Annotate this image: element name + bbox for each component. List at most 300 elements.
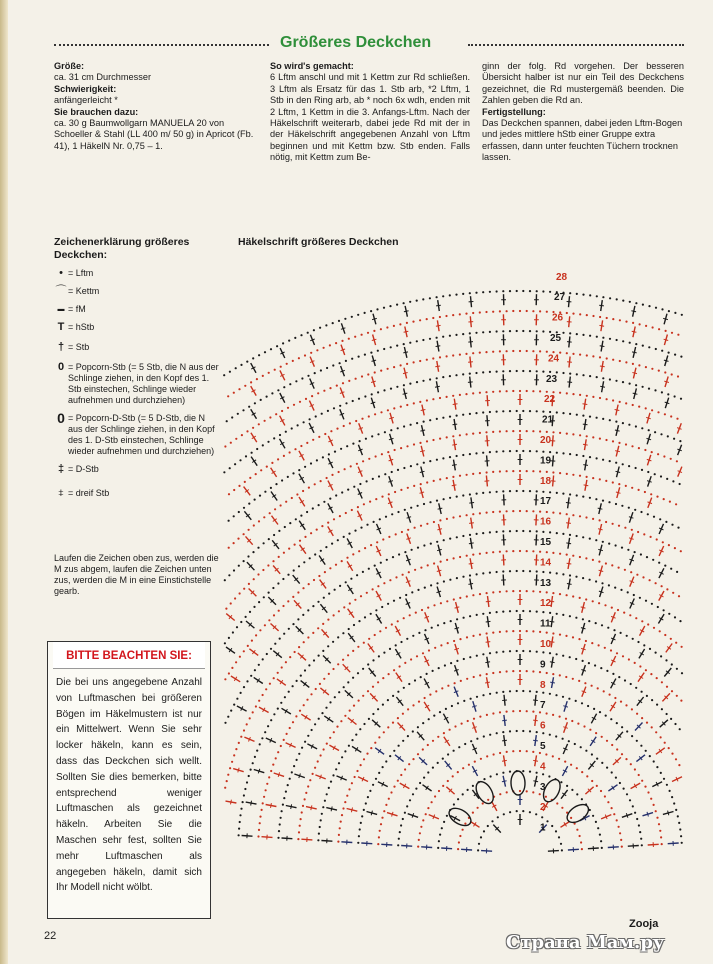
- chain-dot: [499, 310, 501, 312]
- chain-dot: [266, 466, 268, 468]
- chain-dot: [644, 491, 646, 493]
- chain-dot: [354, 776, 356, 778]
- chain-dot: [634, 812, 636, 814]
- chain-dot: [472, 785, 474, 787]
- chain-dot: [659, 830, 661, 832]
- chain-dot: [589, 335, 591, 337]
- chain-dot: [387, 699, 389, 701]
- chain-dot: [409, 799, 411, 801]
- chain-dot: [337, 663, 339, 665]
- chain-dot: [614, 697, 616, 699]
- chain-dot: [549, 291, 551, 293]
- stitch-crossbar: [567, 342, 572, 343]
- chain-dot: [390, 346, 392, 348]
- chain-dot: [297, 838, 299, 840]
- chain-dot: [358, 620, 360, 622]
- chain-dot: [572, 514, 574, 516]
- chain-dot: [516, 330, 518, 332]
- chain-dot: [247, 645, 249, 647]
- chain-dot: [235, 748, 237, 750]
- chain-dot: [599, 834, 601, 836]
- chain-dot: [539, 671, 541, 673]
- chain-dot: [522, 490, 524, 492]
- chain-dot: [389, 305, 391, 307]
- chain-dot: [612, 318, 614, 320]
- chain-dot: [506, 390, 508, 392]
- chain-dot: [492, 511, 494, 513]
- chain-dot: [522, 650, 524, 652]
- chain-dot: [301, 747, 303, 749]
- chain-dot: [612, 440, 614, 442]
- instructions-column: [270, 61, 470, 164]
- chain-dot: [655, 348, 657, 350]
- legend-item: • = Lftm: [54, 268, 222, 279]
- chain-dot: [285, 501, 287, 503]
- chain-dot: [373, 521, 375, 523]
- chain-dot: [475, 452, 477, 454]
- chain-dot: [628, 507, 630, 509]
- chain-dot: [268, 619, 270, 621]
- chain-dot: [489, 652, 491, 654]
- chain-dot: [499, 793, 501, 795]
- chain-dot: [466, 636, 468, 638]
- chain-dot: [529, 771, 531, 773]
- chain-dot: [344, 715, 346, 717]
- chain-dot: [300, 334, 302, 336]
- chain-dot: [306, 699, 308, 701]
- chain-dot: [536, 330, 538, 332]
- round-number-label: 8: [540, 679, 546, 691]
- chain-dot: [587, 705, 589, 707]
- chain-dot: [400, 406, 402, 408]
- chain-dot: [556, 452, 558, 454]
- chain-dot: [522, 730, 524, 732]
- chain-dot: [258, 829, 260, 831]
- chain-dot: [595, 539, 597, 541]
- chain-dot: [539, 711, 541, 713]
- chain-dot: [427, 564, 429, 566]
- chain-dot: [293, 569, 295, 571]
- chain-dot: [588, 620, 590, 622]
- chain-dot: [273, 534, 275, 536]
- chain-dot: [600, 840, 602, 842]
- chain-dot: [536, 651, 538, 653]
- stitch-crossbar: [469, 543, 474, 544]
- chain-dot: [302, 587, 304, 589]
- chain-dot: [296, 680, 298, 682]
- chain-dot: [479, 472, 481, 474]
- chain-dot: [616, 819, 618, 821]
- chain-dot: [625, 704, 627, 706]
- chain-dot: [469, 656, 471, 658]
- chain-dot: [516, 650, 518, 652]
- chain-dot: [345, 512, 347, 514]
- chain-dot: [526, 790, 528, 792]
- chain-dot: [260, 469, 262, 471]
- chain-dot: [602, 500, 604, 502]
- chain-dot: [482, 331, 484, 333]
- chain-dot: [619, 360, 621, 362]
- chain-dot: [681, 646, 683, 648]
- chain-dot: [601, 582, 603, 584]
- chain-dot: [636, 818, 638, 820]
- chain-dot: [512, 350, 514, 352]
- chain-dot: [469, 615, 471, 617]
- chain-dot: [313, 659, 315, 661]
- chain-dot: [470, 740, 472, 742]
- chain-dot: [354, 336, 356, 338]
- chain-dot: [680, 398, 682, 400]
- chain-dot: [434, 647, 436, 649]
- chain-dot: [318, 718, 320, 720]
- chain-dot: [610, 718, 612, 720]
- chain-dot: [651, 726, 653, 728]
- chain-dot: [506, 630, 508, 632]
- chain-dot: [596, 336, 598, 338]
- chain-dot: [407, 529, 409, 531]
- chain-dot: [307, 375, 309, 377]
- chain-dot: [467, 720, 469, 722]
- stitch-crossbar: [389, 459, 394, 461]
- chain-dot: [477, 807, 479, 809]
- chain-dot: [262, 802, 264, 804]
- chain-dot: [304, 741, 306, 743]
- chain-dot: [586, 354, 588, 356]
- chain-dot: [469, 453, 471, 455]
- chain-dot: [268, 538, 270, 540]
- stitch-crossbar: [581, 648, 586, 649]
- chain-dot: [262, 569, 264, 571]
- chain-dot: [486, 673, 488, 675]
- chain-dot: [542, 411, 544, 413]
- chain-dot: [233, 542, 235, 544]
- legend-item: † = Stb: [54, 342, 222, 353]
- legend-item: ‡ = D-Stb: [54, 464, 222, 475]
- chain-dot: [640, 838, 642, 840]
- chain-dot: [629, 614, 631, 616]
- chain-dot: [327, 410, 329, 412]
- chain-dot: [317, 760, 319, 762]
- chain-dot: [616, 748, 618, 750]
- chain-dot: [353, 705, 355, 707]
- chain-dot: [392, 722, 394, 724]
- chain-dot: [536, 370, 538, 372]
- chain-dot: [270, 770, 272, 772]
- chain-dot: [555, 694, 557, 696]
- chain-dot: [361, 334, 363, 336]
- chain-dot: [596, 417, 598, 419]
- chain-dot: [420, 676, 422, 678]
- chain-dot: [638, 489, 640, 491]
- chain-dot: [357, 842, 359, 844]
- chain-dot: [482, 371, 484, 373]
- chain-dot: [661, 350, 663, 352]
- chain-dot: [615, 544, 617, 546]
- chain-dot: [427, 771, 429, 773]
- chain-dot: [370, 310, 372, 312]
- chain-dot: [417, 726, 419, 728]
- stitch-crossbar: [566, 503, 571, 504]
- chain-dot: [452, 314, 454, 316]
- chain-dot: [226, 780, 228, 782]
- chain-dot: [578, 638, 580, 640]
- chain-dot: [644, 449, 646, 451]
- chain-dot: [386, 559, 388, 561]
- chain-dot: [532, 711, 534, 713]
- chain-dot: [341, 340, 343, 342]
- chain-dot: [395, 533, 397, 535]
- stitch-crossbar: [437, 570, 442, 571]
- chain-dot: [414, 569, 416, 571]
- chain-dot: [542, 531, 544, 533]
- chain-dot: [396, 345, 398, 347]
- chain-dot: [619, 401, 621, 403]
- chain-dot: [368, 458, 370, 460]
- chain-stitch-icon: •: [59, 267, 63, 279]
- chain-dot: [273, 614, 275, 616]
- chain-dot: [672, 592, 674, 594]
- chain-dot: [539, 511, 541, 513]
- chain-dot: [556, 802, 558, 804]
- chain-dot: [320, 480, 322, 482]
- chain-dot: [419, 782, 421, 784]
- chain-dot: [332, 364, 334, 366]
- chain-dot: [352, 443, 354, 445]
- chain-dot: [630, 571, 632, 573]
- round-number-label: 2: [540, 802, 546, 814]
- chain-dot: [358, 700, 360, 702]
- slip-stitch-icon: ⌒: [55, 285, 67, 297]
- chain-dot: [542, 290, 544, 292]
- chain-dot: [338, 471, 340, 473]
- chain-dot: [469, 373, 471, 375]
- chain-dot: [472, 312, 474, 314]
- chain-dot: [648, 346, 650, 348]
- chain-dot: [545, 753, 547, 755]
- chain-dot: [446, 559, 448, 561]
- chain-dot: [536, 450, 538, 452]
- chain-dot: [453, 598, 455, 600]
- chain-dot: [267, 441, 269, 443]
- stitch-crossbar: [631, 311, 636, 312]
- round-number-label: 14: [540, 557, 552, 569]
- chain-dot: [512, 590, 514, 592]
- chain-dot: [476, 493, 478, 495]
- chain-dot: [375, 778, 377, 780]
- legend-note: Laufen die Zeichen oben zus, werden die M zus abgem, laufen die Zeichen unten zus, werden die M in eine Einstichstelle gearb.: [54, 553, 219, 596]
- chain-dot: [492, 632, 494, 634]
- legend-item: T = hStb: [54, 322, 222, 333]
- chain-dot: [549, 693, 551, 695]
- chain-dot: [635, 467, 637, 469]
- chain-dot: [239, 592, 241, 594]
- chain-dot: [677, 527, 679, 529]
- stitch-crossbar: [668, 811, 669, 816]
- chain-dot: [308, 664, 310, 666]
- chain-dot: [526, 550, 528, 552]
- chain-dot: [579, 597, 581, 599]
- symbol-legend: [54, 268, 222, 506]
- chain-dot: [459, 638, 461, 640]
- chain-dot: [279, 823, 281, 825]
- chain-dot: [665, 659, 667, 661]
- chain-dot: [456, 496, 458, 498]
- stitch-crossbar: [583, 465, 588, 466]
- chain-dot: [609, 460, 611, 462]
- chain-dot: [449, 416, 451, 418]
- chain-dot: [630, 763, 632, 765]
- chain-dot: [629, 301, 631, 303]
- chain-dot: [492, 551, 494, 553]
- chain-dot: [433, 604, 435, 606]
- chain-dot: [579, 313, 581, 315]
- chain-dot: [462, 494, 464, 496]
- single-crochet-icon: ▬: [57, 306, 65, 313]
- chain-dot: [576, 454, 578, 456]
- chain-dot: [309, 418, 311, 420]
- chain-dot: [651, 699, 653, 701]
- chain-dot: [594, 664, 596, 666]
- chain-dot: [249, 477, 251, 479]
- chain-dot: [391, 471, 393, 473]
- chain-dot: [655, 307, 657, 309]
- chain-dot: [629, 799, 631, 801]
- chain-dot: [226, 420, 228, 422]
- chain-dot: [354, 599, 356, 601]
- chain-dot: [397, 844, 399, 846]
- chain-dot: [366, 524, 368, 526]
- chain-dot: [472, 812, 474, 814]
- chain-dot: [616, 298, 618, 300]
- chain-dot: [436, 337, 438, 339]
- chain-dot: [661, 391, 663, 393]
- chain-dot: [489, 411, 491, 413]
- chain-dot: [374, 742, 376, 744]
- chain-dot: [657, 606, 659, 608]
- stitch-crossbar: [403, 373, 408, 374]
- chain-dot: [664, 634, 666, 636]
- chain-dot: [259, 495, 261, 497]
- chain-dot: [412, 758, 414, 760]
- chain-dot: [312, 605, 314, 607]
- chain-dot: [292, 623, 294, 625]
- chain-dot: [608, 501, 610, 503]
- chain-dot: [502, 691, 504, 693]
- chain-dot: [261, 809, 263, 811]
- chain-dot: [450, 620, 452, 622]
- chain-dot: [383, 389, 385, 391]
- chain-dot: [362, 460, 364, 462]
- chain-dot: [404, 551, 406, 553]
- chain-dot: [344, 801, 346, 803]
- chain-dot: [287, 784, 289, 786]
- chain-dot: [626, 793, 628, 795]
- chain-dot: [585, 516, 587, 518]
- chain-dot: [333, 731, 335, 733]
- chain-dot: [361, 375, 363, 377]
- chain-dot: [295, 715, 297, 717]
- chain-dot: [635, 384, 637, 386]
- round-number-label: 23: [546, 373, 558, 385]
- chain-dot: [593, 708, 595, 710]
- chain-dot: [627, 591, 629, 593]
- chain-dot: [278, 556, 280, 558]
- chain-dot: [506, 791, 508, 793]
- chain-dot: [591, 642, 593, 644]
- chain-dot: [529, 290, 531, 292]
- chain-dot: [664, 565, 666, 567]
- chain-dot: [647, 623, 649, 625]
- chain-dot: [681, 842, 683, 844]
- chain-dot: [266, 396, 268, 398]
- chain-dot: [621, 753, 623, 755]
- chain-dot: [380, 328, 382, 330]
- chain-dot: [585, 598, 587, 600]
- chain-dot: [549, 734, 551, 736]
- chain-dot: [335, 768, 337, 770]
- stitch-crossbar: [420, 492, 425, 493]
- chain-dot: [549, 451, 551, 453]
- chain-dot: [356, 574, 358, 576]
- chain-dot: [539, 793, 541, 795]
- chain-dot: [326, 367, 328, 369]
- chain-dot: [549, 572, 551, 574]
- legend-title: Zeichenerklärung größeres Deckchen:: [54, 236, 190, 261]
- chain-dot: [502, 450, 504, 452]
- chain-dot: [235, 367, 237, 369]
- chain-dot: [403, 467, 405, 469]
- chain-dot: [455, 374, 457, 376]
- chain-dot: [228, 493, 230, 495]
- brand-logo: Zooja: [629, 918, 659, 930]
- chain-dot: [631, 708, 633, 710]
- chain-dot: [252, 551, 254, 553]
- chain-dot: [486, 592, 488, 594]
- chain-dot: [656, 496, 658, 498]
- chain-dot: [256, 750, 258, 752]
- chain-dot: [322, 623, 324, 625]
- chain-dot: [348, 380, 350, 382]
- chain-dot: [656, 766, 658, 768]
- chain-dot: [404, 509, 406, 511]
- chain-dot: [329, 567, 331, 569]
- chain-dot: [519, 790, 521, 792]
- chain-dot: [342, 632, 344, 634]
- chain-dot: [254, 402, 256, 404]
- chain-dot: [492, 311, 494, 313]
- chain-dot: [277, 672, 279, 674]
- chain-dot: [609, 419, 611, 421]
- chain-dot: [580, 841, 582, 843]
- chain-dot: [632, 404, 634, 406]
- chain-dot: [303, 561, 305, 563]
- chain-dot: [463, 617, 465, 619]
- chain-dot: [452, 775, 454, 777]
- chain-dot: [499, 551, 501, 553]
- chain-dot: [233, 704, 235, 706]
- chain-dot: [393, 600, 395, 602]
- chain-dot: [441, 827, 443, 829]
- chain-dot: [618, 676, 620, 678]
- chain-dot: [536, 731, 538, 733]
- chain-dot: [571, 789, 573, 791]
- chain-dot: [372, 659, 374, 661]
- chain-dot: [286, 733, 288, 735]
- chain-dot: [462, 829, 464, 831]
- chain-dot: [332, 322, 334, 324]
- chain-dot: [559, 512, 561, 514]
- chain-dot: [634, 551, 636, 553]
